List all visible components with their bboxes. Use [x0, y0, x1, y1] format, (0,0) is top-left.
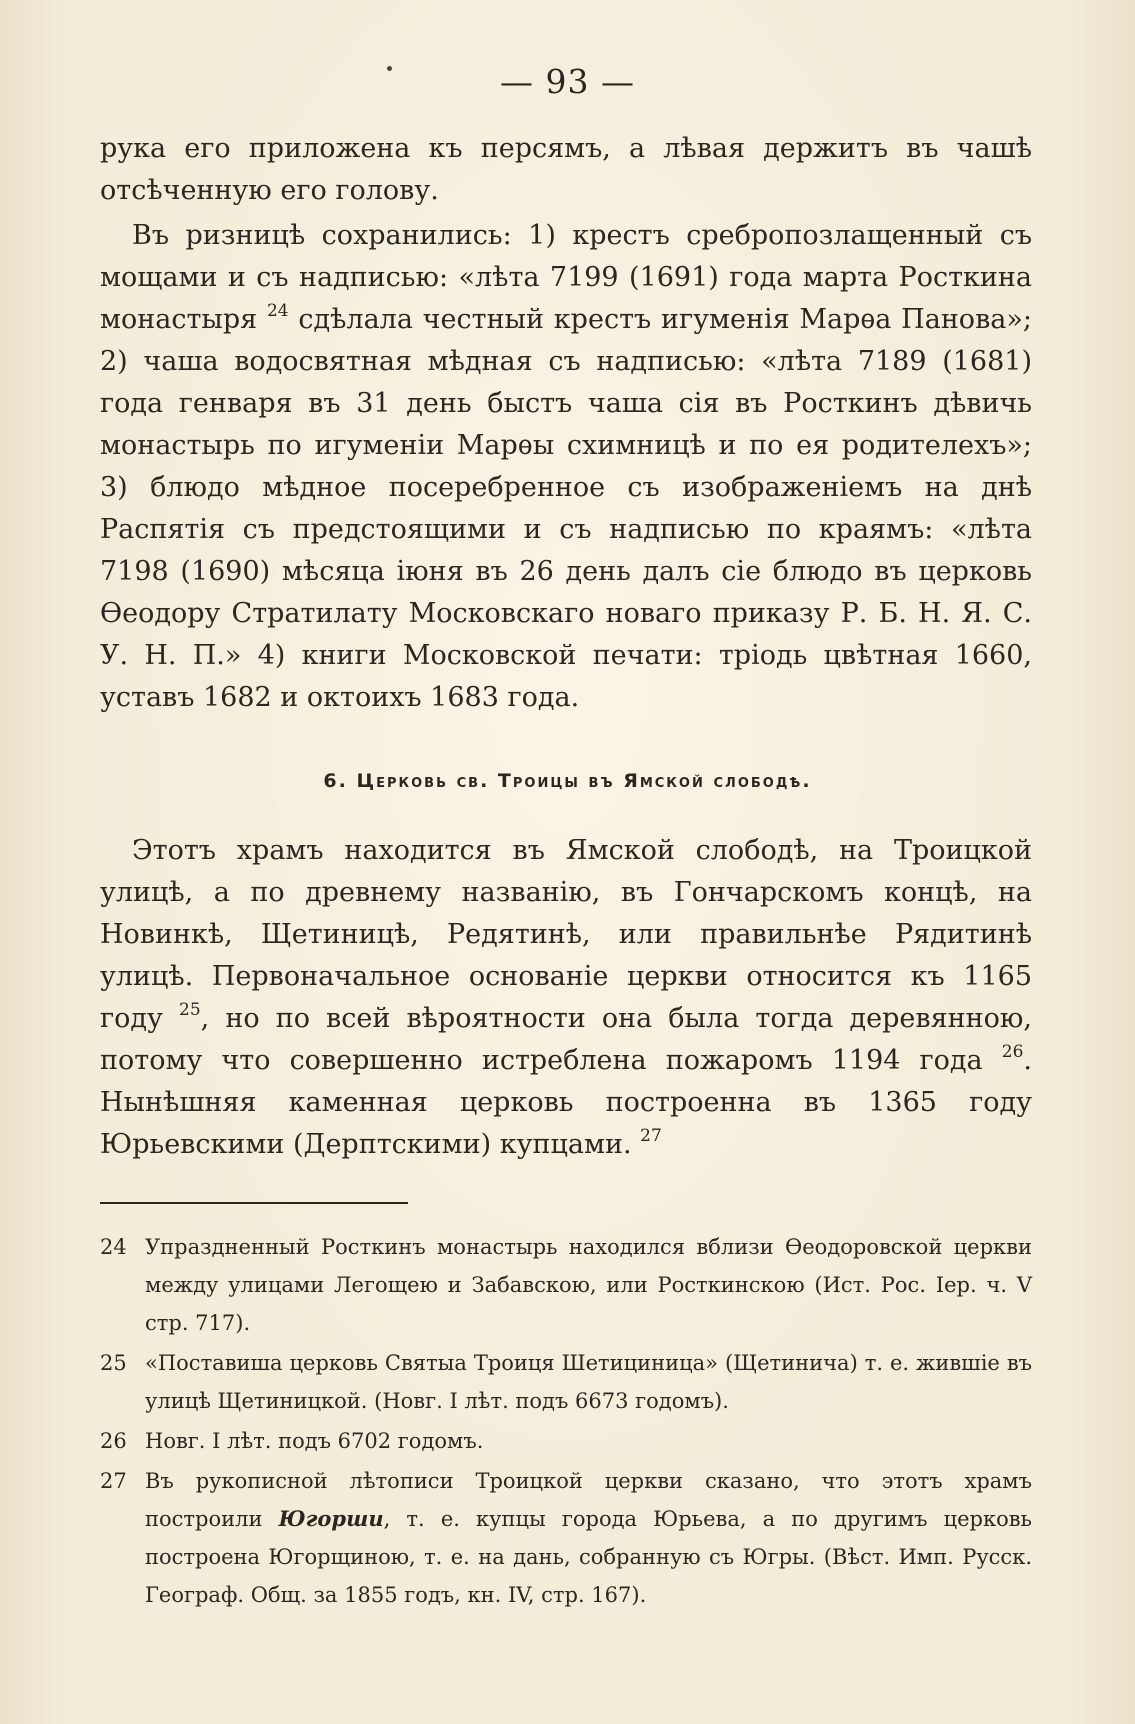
footnote-divider — [100, 1202, 408, 1204]
paragraph-2-text-b: сдѣлала честный крестъ игуменія Марѳа Панова»; 2) чаша водосвятная мѣдная съ надписью: «лѣта 7189 (1681) года генваря въ 31 день быстъ чаша сія въ Росткинъ дѣвичь монастырь по игуменіи Марѳы схимницѣ и по ея родителехъ»; 3) блюдо мѣдное посеребренное съ изображеніемъ на днѣ Распятія съ предстоящими и съ надписью по краямъ: «лѣта 7198 (1690) мѣсяца іюня въ 26 день далъ сіе блюдо въ церковь Ѳеодору Стратилату Московскаго новаго приказу Р. Б. Н. Я. С. У. Н. П.» 4) книги Московской печати: тріодь цвѣтная 1660, уставъ 1682 и октоихъ 1683 года. — [100, 304, 1032, 713]
footnote-ref-26[interactable]: 26 — [1001, 1042, 1024, 1062]
footnote-number: 24 — [100, 1235, 127, 1259]
footnote-text-b: , т. е. купцы города Юрьева, а по другимъ церковь построена Югорщиною, т. е. на дань, собранную съ Югры. (Вѣст. Имп. Русск. Географ. Общ. за 1855 годъ, кн. IV, стр. 167). — [145, 1507, 1032, 1607]
paragraph-3-text-b: , но по всей вѣроятности она была тогда деревянною, потому что совершенно истреблена пожаромъ 1194 года — [100, 1003, 1032, 1076]
footnote-text: Новг. I лѣт. подъ 6702 годомъ. — [145, 1429, 484, 1453]
paragraph-3-text-c: . Нынѣшняя каменная церковь построенна въ 1365 году Юрьевскими (Дерптскими) купцами. — [100, 1045, 1032, 1160]
footnote-text: «Поставиша церковь Святыа Троиця Шетициница» (Щетинича) т. е. жившіе въ улицѣ Щетиницкой. (Новг. I лѣт. подъ 6673 годомъ). — [145, 1351, 1032, 1413]
footnote-ref-25[interactable]: 25 — [179, 1000, 201, 1020]
footnote-26 — [100, 1422, 1032, 1460]
footnote-25 — [100, 1344, 1032, 1420]
footnote-ref-24[interactable]: 24 — [266, 301, 289, 321]
paragraph-1-text: рука его приложена къ персямъ, а лѣвая держитъ въ чашѣ отсѣченную его голову. — [100, 133, 1032, 206]
paragraph-continuation — [100, 128, 1032, 212]
paragraph-3-text-a: Этотъ храмъ находится въ Ямской слободѣ, на Троицкой улицѣ, а по древнему названію, въ Гончарскомъ концѣ, на Новинкѣ, Щетиницѣ, Редятинѣ, или правильнѣе Рядитинѣ улицѣ. Первоначальное основаніе церкви относится къ 1165 году — [100, 835, 1032, 1034]
footnote-ref-27[interactable]: 27 — [640, 1126, 662, 1146]
footnote-24 — [100, 1228, 1032, 1342]
footnote-emphasis: Югорши — [278, 1506, 384, 1531]
footnote-27 — [100, 1462, 1032, 1614]
page-number: — 93 — — [500, 62, 635, 101]
paragraph-trinity-church — [100, 830, 1032, 1166]
paragraph-sacristy — [100, 215, 1032, 719]
footnote-text-a: Въ рукописной лѣтописи Троицкой церкви сказано, что этотъ храмъ построили — [145, 1469, 1032, 1531]
section-heading: 6. Церковь св. Троицы въ Ямской слободѣ. — [323, 770, 812, 792]
footnote-number: 25 — [100, 1351, 127, 1375]
footnotes — [100, 1228, 1032, 1616]
paragraph-2-text-a: Въ ризницѣ сохранились: 1) крестъ сребропозлащенный съ мощами и съ надписью: «лѣта 7199 (1691) года марта Росткина монастыря — [100, 220, 1032, 335]
footnote-text: Упраздненный Росткинъ монастырь находился вблизи Ѳеодоровской церкви между улицами Легощею и Забавскою, или Росткинскою (Ист. Рос. Іер. ч. V стр. 717). — [145, 1235, 1032, 1335]
footnote-number: 27 — [100, 1469, 127, 1493]
footnote-number: 26 — [100, 1429, 127, 1453]
